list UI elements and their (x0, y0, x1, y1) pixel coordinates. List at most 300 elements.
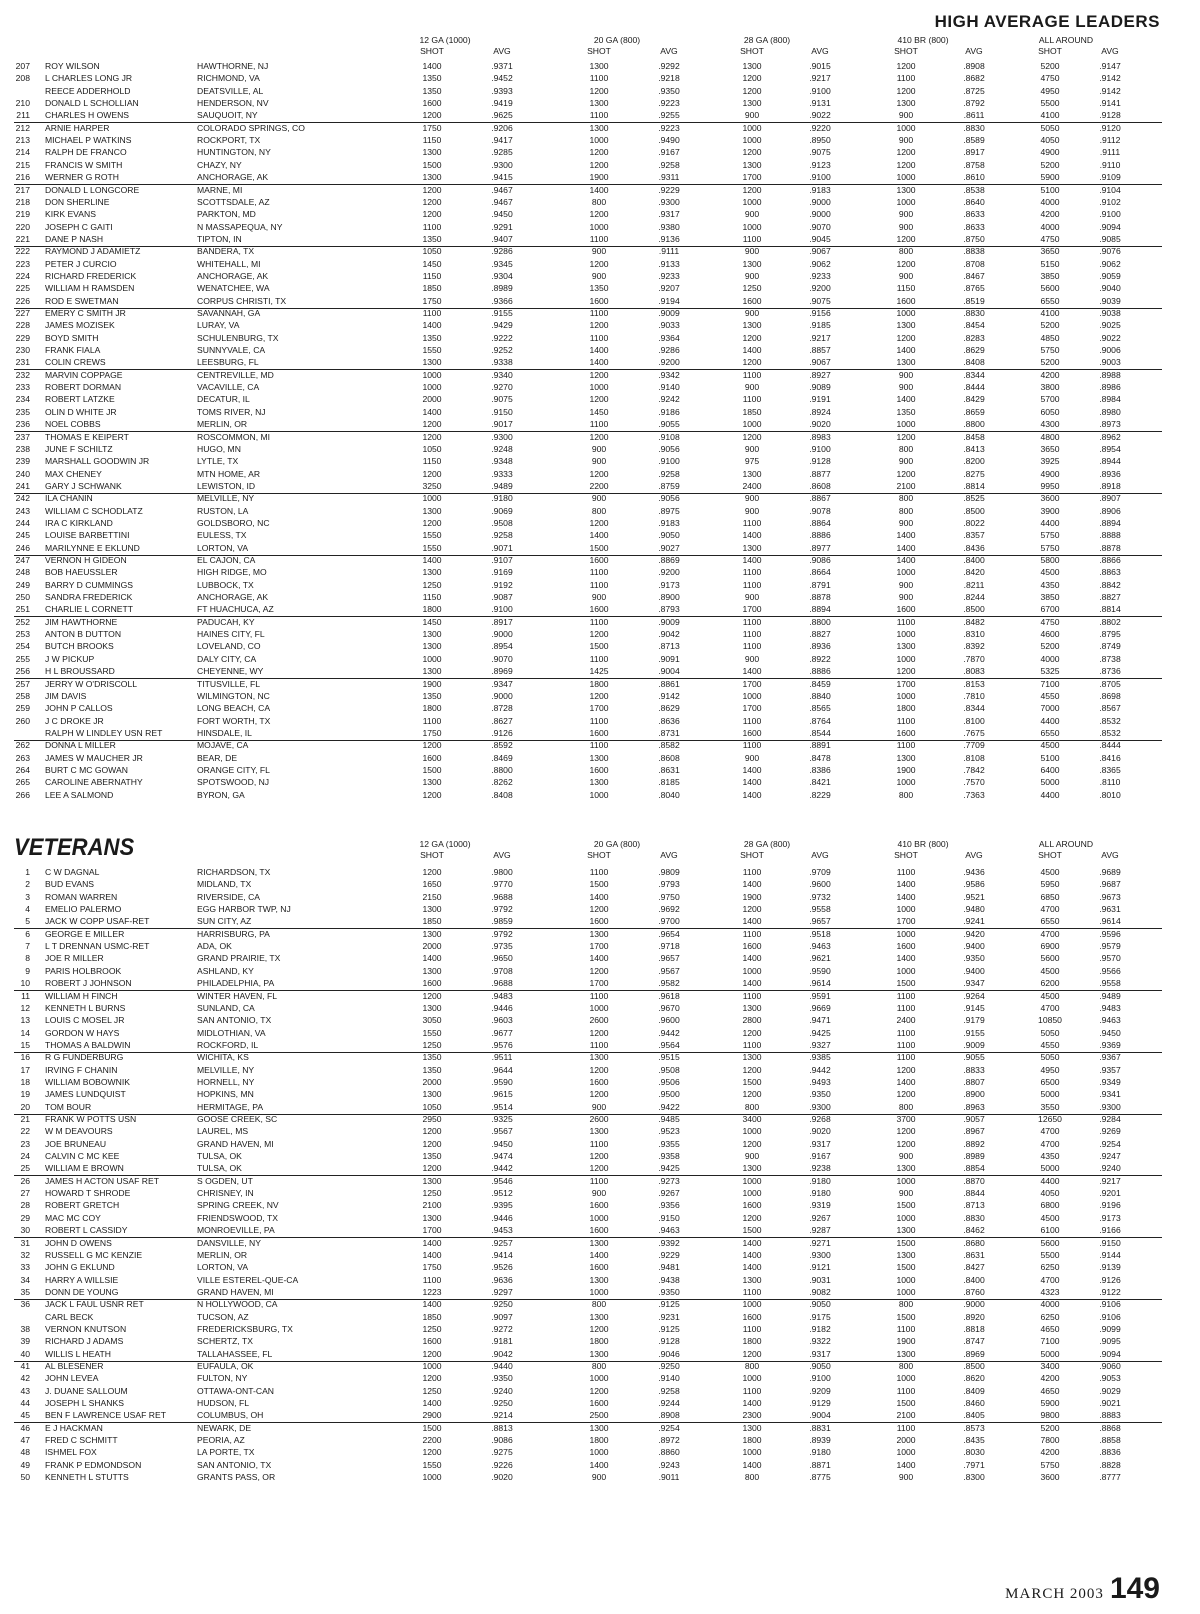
hometown: SAVANNAH, GA (197, 308, 261, 318)
avg-g28: .9075 (809, 147, 831, 158)
hometown: EUFAULA, OK (197, 1361, 254, 1371)
shooter-name: JAMES H ACTON USAF RET (45, 1175, 159, 1186)
shot-g410: 1400 (896, 1076, 916, 1087)
shot-g28: 900 (744, 209, 760, 220)
shot-g20: 1700 (589, 703, 609, 714)
shot-g20: 1100 (589, 579, 609, 590)
avg-all: .8878 (1099, 542, 1121, 553)
shot-g28: 1400 (742, 1249, 762, 1260)
shot-g28: 1000 (742, 196, 762, 207)
shot-g12: 1300 (422, 777, 442, 788)
shot-all: 6850 (1040, 891, 1060, 902)
shot-all: 4900 (1040, 468, 1060, 479)
shot-all: 5200 (1040, 1422, 1060, 1433)
shot-g410: 1000 (896, 1447, 916, 1458)
shot-g28: 1200 (742, 1138, 762, 1149)
hometown: HERMITAGE, PA (197, 1101, 264, 1112)
shot-g12: 1200 (422, 789, 442, 800)
shot-g410: 1200 (896, 1126, 916, 1137)
shot-g28: 1800 (742, 1435, 762, 1446)
shooter-name: DONNA L MILLER (45, 740, 116, 751)
avg-g20: .9125 (658, 1299, 680, 1310)
avg-g12: .9371 (491, 61, 513, 71)
shot-g410: 1400 (896, 953, 916, 964)
shooter-name: EMERY C SMITH JR (45, 308, 126, 318)
avg-all: .9173 (1099, 1212, 1121, 1223)
shot-g410: 900 (898, 517, 914, 528)
shot-g410: 1000 (896, 567, 916, 578)
rank: 247 (15, 555, 30, 565)
shot-g28: 1300 (742, 320, 762, 331)
shot-g12: 1400 (422, 1299, 442, 1310)
avg-g410: .8631 (963, 1249, 985, 1260)
avg-g12: .9636 (491, 1274, 513, 1285)
rank: 45 (20, 1410, 30, 1421)
avg-g20: .8975 (658, 505, 680, 516)
shot-g12: 1350 (422, 73, 442, 84)
shot-g28: 1500 (742, 1076, 762, 1087)
shot-all: 4700 (1040, 1002, 1060, 1013)
shot-g28: 1200 (742, 147, 762, 158)
avg-g12: .9214 (491, 1410, 513, 1421)
shooter-name: VERNON H GIDEON (45, 555, 127, 565)
rank: 253 (15, 629, 30, 640)
shot-g12: 1200 (422, 419, 442, 430)
shot-g410: 1000 (896, 1212, 916, 1223)
shot-g410: 900 (898, 1472, 914, 1483)
rank: 263 (15, 752, 30, 763)
hometown: MELVILLE, NY (197, 1064, 255, 1075)
avg-g410: .8760 (963, 1286, 985, 1297)
hometown: FRIENDSWOOD, TX (197, 1212, 279, 1223)
hometown: NEWARK, DE (197, 1422, 252, 1433)
rank: 216 (15, 172, 30, 183)
shot-g28: 1700 (742, 703, 762, 714)
shot-g20: 1200 (589, 258, 609, 269)
avg-g410: .9009 (963, 1039, 985, 1050)
shot-g28: 1100 (742, 616, 762, 627)
shot-g28: 800 (744, 1101, 760, 1112)
avg-g20: .9481 (658, 1262, 680, 1273)
avg-g410: .8870 (963, 1175, 985, 1186)
avg-g28: .9020 (809, 1126, 831, 1137)
shot-all: 5700 (1040, 394, 1060, 405)
hometown: CHRISNEY, IN (197, 1188, 254, 1199)
hometown: EGG HARBOR TWP, NJ (197, 904, 291, 915)
shot-g20: 1300 (589, 1126, 609, 1137)
shot-g12: 1150 (422, 592, 442, 603)
avg-g12: .9071 (491, 542, 513, 553)
avg-g20: .9380 (658, 221, 680, 232)
avg-g20: .9355 (658, 1138, 680, 1149)
shot-g410: 900 (898, 270, 914, 281)
shot-g410: 1600 (896, 295, 916, 306)
avg-g410: .7570 (963, 777, 985, 788)
shot-all: 4200 (1040, 1447, 1060, 1458)
shot-g410: 800 (898, 1361, 914, 1371)
rank: 254 (15, 641, 30, 652)
shot-g20: 1300 (589, 1274, 609, 1285)
shooter-name: WERNER G ROTH (45, 172, 119, 183)
avg-all: .8986 (1099, 382, 1121, 393)
shot-all: 5000 (1040, 1163, 1060, 1174)
avg-g20: .9657 (658, 953, 680, 964)
shot-all: 4500 (1040, 867, 1060, 877)
hometown: MONROEVILLE, PA (197, 1225, 275, 1236)
shot-g20: 1100 (589, 867, 609, 877)
shooter-name: MAX CHENEY (45, 468, 102, 479)
shooter-name: ROY WILSON (45, 61, 100, 71)
avg-all: .9142 (1099, 73, 1121, 84)
rank: 49 (20, 1459, 30, 1470)
rank: 245 (15, 530, 30, 541)
avg-g20: .9508 (658, 1064, 680, 1075)
hometown: FORT WORTH, TX (197, 715, 271, 726)
avg-all: .9102 (1099, 196, 1121, 207)
avg-g28: .9268 (809, 1114, 831, 1124)
hometown: GRAND HAVEN, MI (197, 1286, 274, 1297)
shot-g20: 1350 (589, 283, 609, 294)
shot-g12: 2100 (422, 1200, 442, 1211)
avg-g410: .8310 (963, 629, 985, 640)
avg-g20: .9273 (658, 1175, 680, 1186)
shot-all: 5600 (1040, 1237, 1060, 1248)
avg-all: .9110 (1099, 159, 1121, 170)
avg-g28: .9217 (809, 73, 831, 84)
avg-g20: .9809 (658, 867, 680, 877)
shot-g12: 1100 (422, 715, 442, 726)
avg-g12: .9272 (491, 1323, 513, 1334)
shooter-name: JAMES LUNDQUIST (45, 1089, 126, 1100)
shot-g410: 800 (898, 246, 914, 257)
rank: 38 (20, 1323, 30, 1334)
shot-g12: 1200 (422, 1138, 442, 1149)
shot-g12: 1750 (422, 727, 442, 738)
shot-all: 4323 (1040, 1286, 1060, 1297)
shot-g12: 1800 (422, 604, 442, 615)
hometown: LA PORTE, TX (197, 1447, 255, 1458)
avg-g410: .8814 (963, 480, 985, 491)
shooter-name: WILLIAM H RAMSDEN (45, 283, 135, 294)
shot-g410: 800 (898, 493, 914, 504)
shot-g410: 1300 (896, 184, 916, 195)
shot-g410: 1000 (896, 122, 916, 133)
avg-g20: .8860 (658, 1447, 680, 1458)
avg-all: .9006 (1099, 345, 1121, 356)
shooter-name: JAMES MOZISEK (45, 320, 115, 331)
hometown: GOLDSBORO, NC (197, 517, 270, 528)
shot-g28: 1300 (742, 61, 762, 71)
shot-g12: 1300 (422, 641, 442, 652)
avg-g410: .9400 (963, 965, 985, 976)
avg-g410: .8680 (963, 1237, 985, 1248)
hometown: PARKTON, MD (197, 209, 256, 220)
shot-g20: 900 (591, 493, 607, 504)
shooter-name: FRANK W POTTS USN (45, 1114, 137, 1124)
avg-all: .9040 (1099, 283, 1121, 294)
shot-g20: 1200 (589, 394, 609, 405)
shot-all: 7800 (1040, 1435, 1060, 1446)
shooter-name: JOHN LEVEA (45, 1373, 99, 1384)
hometown: FREDERICKSBURG, TX (197, 1323, 293, 1334)
avg-g20: .9229 (658, 184, 680, 195)
shot-g410: 1000 (896, 965, 916, 976)
avg-g12: .9407 (491, 233, 513, 244)
shot-g28: 800 (744, 1361, 760, 1371)
avg-all: .8777 (1099, 1472, 1121, 1483)
avg-g12: .9442 (491, 1163, 513, 1174)
shot-all: 5500 (1040, 98, 1060, 109)
shot-g12: 2000 (422, 941, 442, 952)
rank: 212 (15, 122, 30, 133)
shooter-name: ILA CHANIN (45, 493, 93, 504)
shot-g410: 1400 (896, 879, 916, 890)
shot-g12: 1000 (422, 382, 442, 393)
shot-g28: 900 (744, 270, 760, 281)
avg-g20: .9042 (658, 629, 680, 640)
shot-header: SHOT (894, 850, 918, 860)
shot-g12: 1300 (422, 1212, 442, 1223)
hometown: TULSA, OK (197, 1163, 242, 1174)
shot-g12: 1400 (422, 320, 442, 331)
shot-g20: 1400 (589, 1459, 609, 1470)
rank: 229 (15, 332, 30, 343)
rank: 33 (20, 1262, 30, 1273)
group-label-g20: 20 GA (800) (593, 839, 641, 849)
avg-all: .8906 (1099, 505, 1121, 516)
shooter-name: JOE R MILLER (45, 953, 104, 964)
shot-g410: 900 (898, 1151, 914, 1162)
avg-all: .9104 (1099, 184, 1121, 195)
avg-g28: .9319 (809, 1200, 831, 1211)
page-title: HIGH AVERAGE LEADERS (934, 12, 1160, 31)
shot-g12: 1200 (422, 1373, 442, 1384)
avg-g410: .8969 (963, 1348, 985, 1359)
avg-g28: .9004 (809, 1410, 831, 1421)
shooter-name: J C DROKE JR (45, 715, 104, 726)
avg-g12: .9450 (491, 1138, 513, 1149)
shot-g410: 1800 (896, 703, 916, 714)
avg-g12: .9419 (491, 98, 513, 109)
shot-g410: 1300 (896, 752, 916, 763)
shot-g12: 1300 (422, 172, 442, 183)
shot-all: 4300 (1040, 419, 1060, 430)
shot-g20: 900 (591, 592, 607, 603)
shot-g12: 1550 (422, 1027, 442, 1038)
avg-g410: .8629 (963, 345, 985, 356)
shot-g28: 1600 (742, 727, 762, 738)
shot-g410: 1400 (896, 542, 916, 553)
shot-g410: 900 (898, 369, 914, 380)
hometown: MELVILLE, NY (197, 493, 255, 504)
avg-g12: .9325 (491, 1114, 513, 1124)
shot-g20: 1000 (589, 1286, 609, 1297)
shot-g12: 1300 (422, 666, 442, 677)
rank: 27 (20, 1188, 30, 1199)
shooter-name: JIM DAVIS (45, 690, 87, 701)
shot-g410: 1000 (896, 1286, 916, 1297)
rank: 10 (20, 978, 30, 989)
shooter-name: NOEL COBBS (45, 419, 101, 430)
avg-all: .9128 (1099, 110, 1121, 121)
avg-g410: .7810 (963, 690, 985, 701)
avg-g410: .8765 (963, 283, 985, 294)
avg-g20: .9133 (658, 258, 680, 269)
shot-g410: 1000 (896, 653, 916, 664)
group-label-g20: 20 GA (800) (593, 35, 641, 45)
avg-g410: .8022 (963, 517, 985, 528)
avg-all: .9021 (1099, 1398, 1121, 1409)
shooter-name: LOUISE BARBETTINI (45, 530, 130, 541)
shot-g28: 1100 (742, 233, 762, 244)
shot-g12: 1500 (422, 764, 442, 775)
shot-g410: 1350 (896, 406, 916, 417)
shot-g410: 1100 (896, 715, 916, 726)
avg-all: .9106 (1099, 1311, 1121, 1322)
avg-g12: .9511 (491, 1052, 513, 1063)
avg-g410: .9155 (963, 1027, 985, 1038)
rank: 36 (20, 1299, 30, 1310)
shot-g20: 800 (591, 1299, 607, 1310)
shot-g20: 900 (591, 270, 607, 281)
rank: 246 (15, 542, 30, 553)
shot-g12: 1550 (422, 530, 442, 541)
avg-all: .9109 (1099, 172, 1121, 183)
avg-all: .9201 (1099, 1188, 1121, 1199)
shot-g410: 1400 (896, 555, 916, 565)
rank: 50 (20, 1472, 30, 1483)
shot-g20: 1700 (589, 941, 609, 952)
avg-g20: .9286 (658, 345, 680, 356)
rank: 31 (20, 1237, 30, 1248)
shot-g410: 1900 (896, 764, 916, 775)
shooter-name: DON SHERLINE (45, 196, 110, 207)
avg-g20: .9011 (658, 1472, 680, 1483)
avg-all: .9367 (1099, 1052, 1121, 1063)
shot-g12: 1200 (422, 740, 442, 751)
avg-g410: .8519 (963, 295, 985, 306)
hometown: DALY CITY, CA (197, 653, 257, 664)
shot-g410: 1000 (896, 1175, 916, 1186)
shooter-name: WILLIS L HEATH (45, 1348, 111, 1359)
avg-all: .9196 (1099, 1200, 1121, 1211)
avg-g20: .9567 (658, 965, 680, 976)
shot-g12: 1200 (422, 196, 442, 207)
shot-g28: 1100 (742, 629, 762, 640)
shot-all: 6400 (1040, 764, 1060, 775)
avg-g28: .9322 (809, 1336, 831, 1347)
shot-g410: 900 (898, 135, 914, 146)
rank: 34 (20, 1274, 30, 1285)
shot-g12: 1550 (422, 542, 442, 553)
shot-g12: 1150 (422, 270, 442, 281)
avg-all: .8836 (1099, 1447, 1121, 1458)
shot-g28: 1100 (742, 1039, 762, 1050)
hometown: MTN HOME, AR (197, 468, 261, 479)
shot-header: SHOT (587, 46, 611, 56)
shot-g20: 1000 (589, 135, 609, 146)
hometown: HENDERSON, NV (197, 98, 269, 109)
shot-g20: 1200 (589, 690, 609, 701)
avg-g410: .9264 (963, 990, 985, 1001)
avg-g20: .9056 (658, 493, 680, 504)
avg-g410: .9480 (963, 904, 985, 915)
avg-g28: .9183 (809, 184, 831, 195)
shot-g410: 1100 (896, 1002, 916, 1013)
hometown: CHAZY, NY (197, 159, 242, 170)
shooter-name: HOWARD T SHRODE (45, 1188, 131, 1199)
shot-g28: 1100 (742, 517, 762, 528)
shooter-name: MAC MC COY (45, 1212, 101, 1223)
shot-g12: 1000 (422, 653, 442, 664)
avg-g410: .8420 (963, 567, 985, 578)
shooter-name: GORDON W HAYS (45, 1027, 120, 1038)
shot-g12: 1300 (422, 1089, 442, 1100)
avg-g20: .9793 (658, 879, 680, 890)
avg-g12: .9250 (491, 1299, 513, 1310)
shooter-name: TOM BOUR (45, 1101, 92, 1112)
avg-all: .9139 (1099, 1262, 1121, 1273)
avg-g28: .9518 (809, 928, 831, 939)
avg-all: .9300 (1099, 1101, 1121, 1112)
shot-all: 6100 (1040, 1225, 1060, 1236)
shot-all: 5750 (1040, 530, 1060, 541)
rank: 227 (15, 308, 30, 318)
shot-g28: 1000 (742, 1188, 762, 1199)
shot-g20: 1200 (589, 209, 609, 220)
avg-all: .8973 (1099, 419, 1121, 430)
shot-g20: 1500 (589, 879, 609, 890)
shot-g28: 1000 (742, 690, 762, 701)
avg-g20: .9582 (658, 978, 680, 989)
avg-g28: .9020 (809, 419, 831, 430)
avg-g410: .7870 (963, 653, 985, 664)
hometown: TUCSON, AZ (197, 1311, 249, 1322)
hometown: RIVERSIDE, CA (197, 891, 261, 902)
shot-g28: 1000 (742, 221, 762, 232)
hometown: LAUREL, MS (197, 1126, 249, 1137)
shot-g20: 1600 (589, 295, 609, 306)
shot-all: 4700 (1040, 928, 1060, 939)
shot-g28: 1400 (742, 345, 762, 356)
shot-g28: 900 (744, 592, 760, 603)
shot-all: 6550 (1040, 295, 1060, 306)
avg-all: .9687 (1099, 879, 1121, 890)
shot-g12: 1850 (422, 1311, 442, 1322)
shot-g410: 1100 (896, 1385, 916, 1396)
shot-g28: 1000 (742, 1373, 762, 1384)
shot-g28: 1300 (742, 1274, 762, 1285)
shot-g28: 1400 (742, 916, 762, 927)
avg-g410: .8108 (963, 752, 985, 763)
shot-g20: 800 (591, 1361, 607, 1371)
avg-g410: .8792 (963, 98, 985, 109)
avg-g410: .8244 (963, 592, 985, 603)
shooter-name: LEE A SALMOND (45, 789, 114, 800)
shot-g20: 1200 (589, 1323, 609, 1334)
avg-g410: .8200 (963, 456, 985, 467)
avg-g28: .8478 (809, 752, 831, 763)
avg-g12: .9453 (491, 1225, 513, 1236)
avg-g28: .8936 (809, 641, 831, 652)
shot-g28: 1250 (742, 283, 762, 294)
shot-g28: 1600 (742, 295, 762, 306)
avg-g410: .9145 (963, 1002, 985, 1013)
shot-g12: 2150 (422, 891, 442, 902)
shot-g20: 1200 (589, 1027, 609, 1038)
shot-all: 5750 (1040, 1459, 1060, 1470)
shot-all: 4650 (1040, 1323, 1060, 1334)
